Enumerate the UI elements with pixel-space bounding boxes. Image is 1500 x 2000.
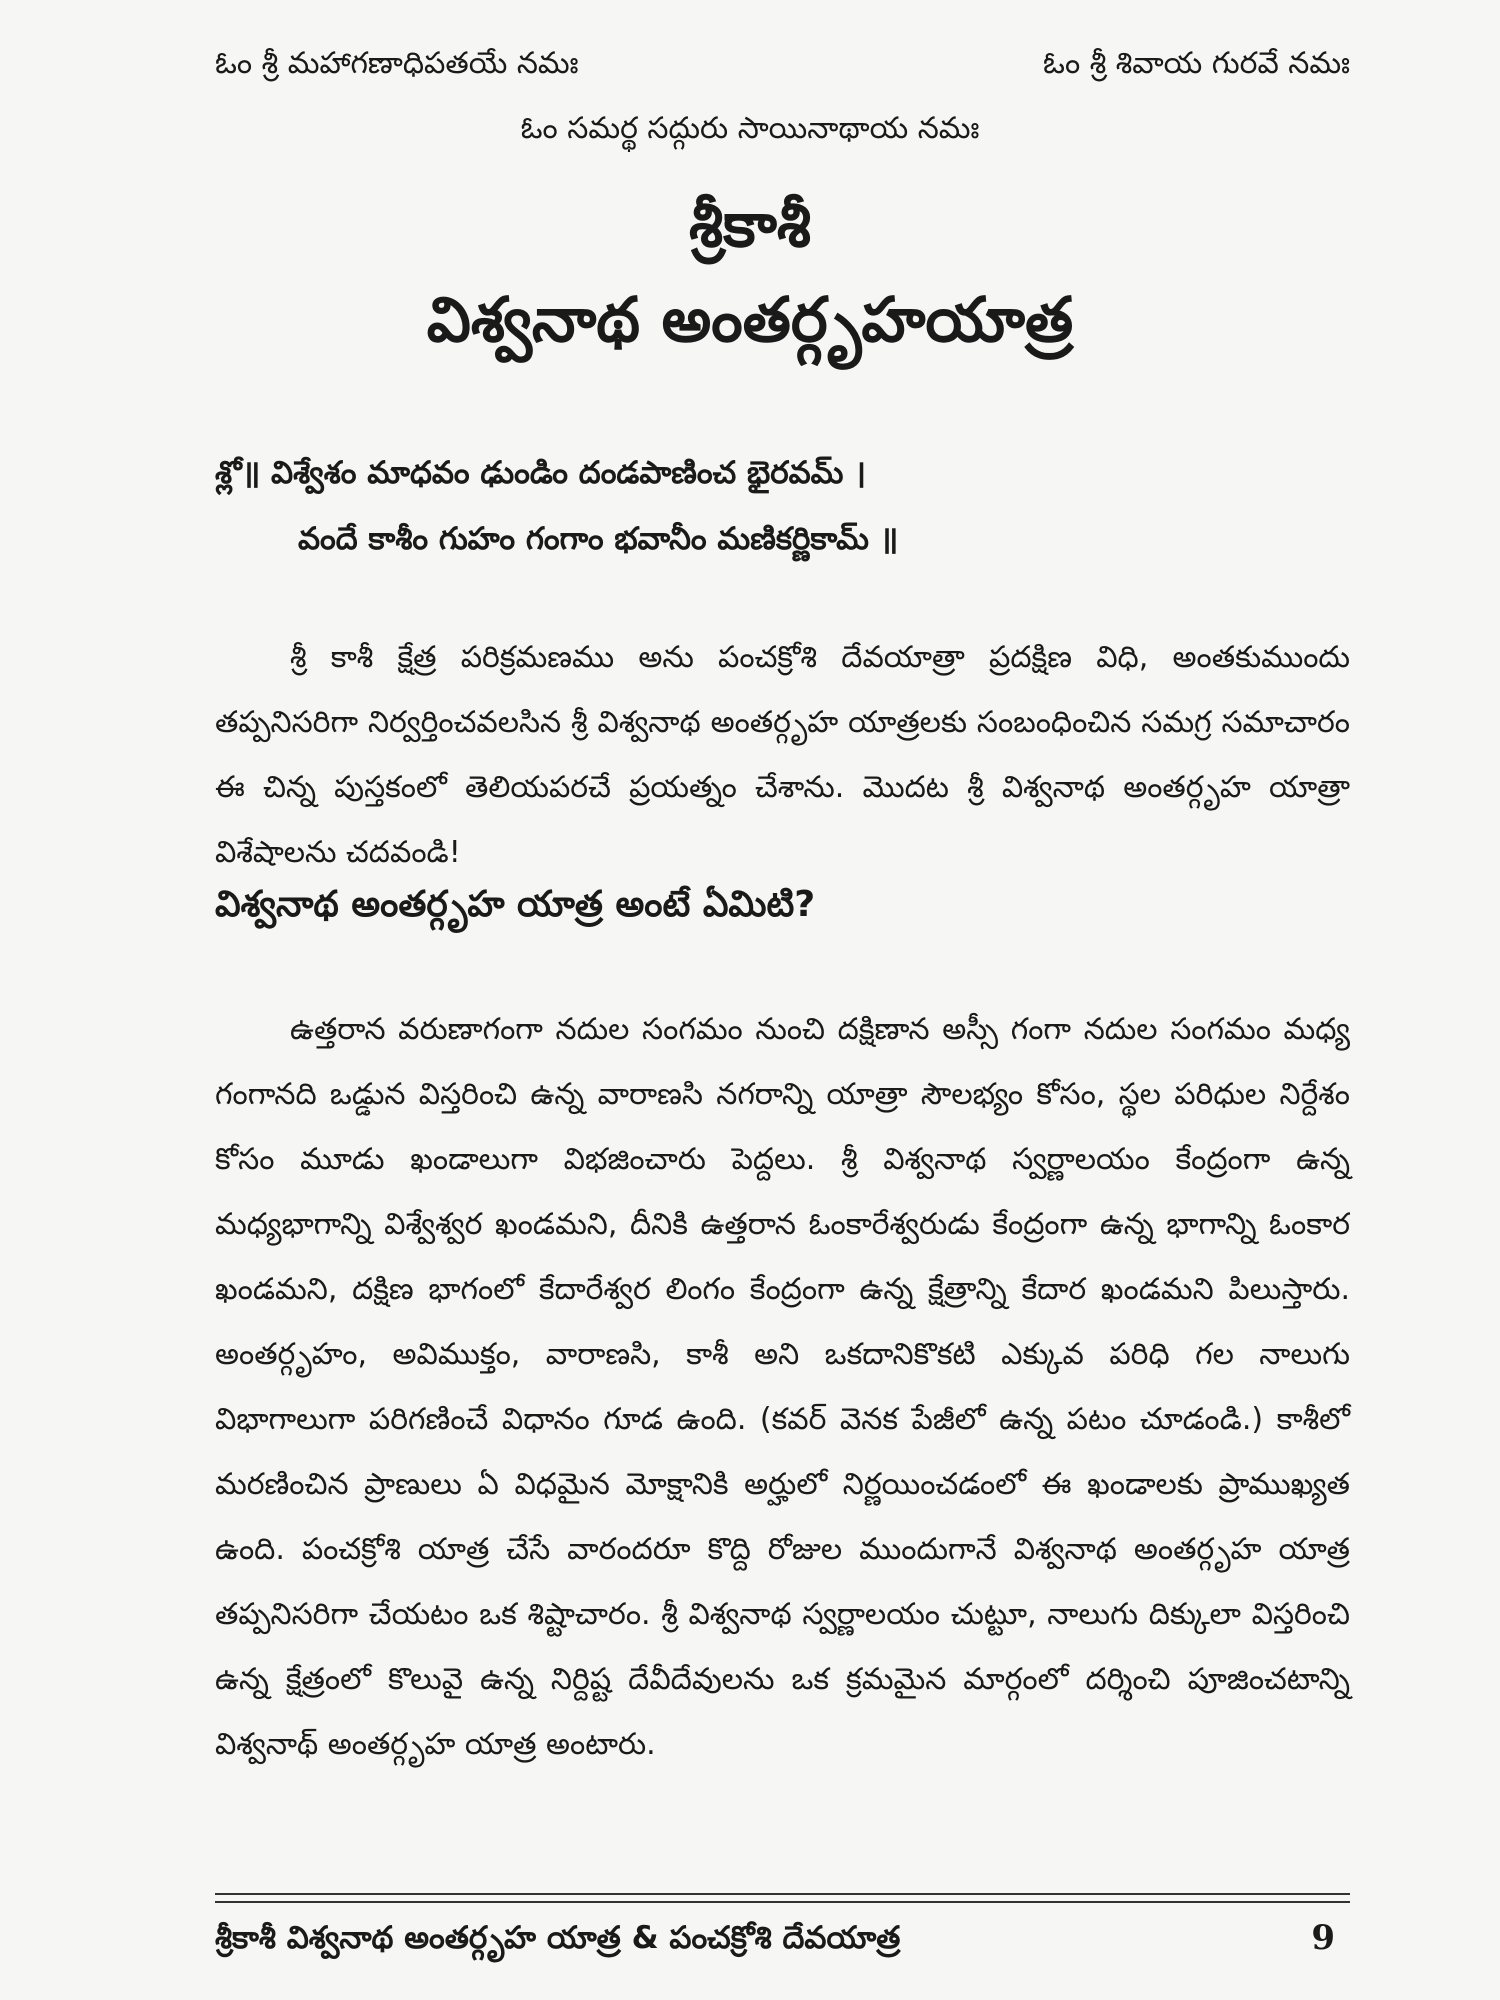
intro-paragraph: శ్రీ కాశీ క్షేత్ర పరిక్రమణము అను పంచక్రోశి దేవయాత్రా ప్రదక్షిణ విధి, అంతకుముందు తప్పనిసరిగా నిర్వర్తించవలసిన శ్రీ విశ్వనాథ అంతర్గృహ యాత్రలకు సంబంధించిన సమగ్ర సమాచారం ఈ చిన్న పుస్తకంలో తెలియపరచే ప్రయత్నం చేశాను. మొదట శ్రీ విశ్వనాథ అంతర్గృహ యాత్రా విశేషాలను చదవండి! bbox=[215, 640, 1350, 870]
page-number: 9 bbox=[1311, 1918, 1335, 1958]
page-title-line-1: శ్రీకాశీ bbox=[689, 188, 811, 261]
sloka-line-2: వందే కాశీం గుహం గంగాం భవానీం మణికర్ణికామ్ ॥ bbox=[298, 521, 899, 557]
footer-divider bbox=[215, 1893, 1350, 1903]
body-paragraph: ఉత్తరాన వరుణాగంగా నదుల సంగమం నుంచి దక్షిణాన అస్సీ గంగా నదుల సంగమం మధ్య గంగానది ఒడ్డున విస్తరించి ఉన్న వారాణసి నగరాన్ని యాత్రా సౌలభ్యం కోసం, స్థల పరిధుల నిర్దేశం కోసం మూడు ఖండాలుగా విభజించారు పెద్దలు. శ్రీ విశ్వనాథ స్వర్ణాలయం కేంద్రంగా ఉన్న మధ్యభాగాన్ని విశ్వేశ్వర ఖండమని, దీనికి ఉత్తరాన ఓంకారేశ్వరుడు కేంద్రంగా ఉన్న భాగాన్ని ఓంకార ఖండమని, దక్షిణ భాగంలో కేదారేశ్వర లింగం కేంద్రంగా ఉన్న క్షేత్రాన్ని కేదార ఖండమని పిలుస్తారు. అంతర్గృహం, అవిముక్తం, వారాణసి, కాశీ అని ఒకదానికొకటి ఎక్కువ పరిధి గల నాలుగు విభాగాలుగా పరిగణించే విధానం గూడ ఉంది. (కవర్ వెనక పేజీలో ఉన్న పటం చూడండి.) కాశీలో మరణించిన ప్రాణులు ఏ విధమైన మోక్షానికి అర్హులో నిర్ణయించడంలో ఈ ఖండాలకు ప్రాముఖ్యత ఉంది. పంచక్రోశి యాత్ర చేసే వారందరూ కొద్ది రోజుల ముందుగానే విశ్వనాథ అంతర్గృహ యాత్ర తప్పనిసరిగా చేయటం ఒక శిష్టాచారం. శ్రీ విశ్వనాథ స్వర్ణాలయం చుట్టూ, నాలుగు దిక్కులా విస్తరించి ఉన్న క్షేత్రంలో కొలువై ఉన్న నిర్దిష్ట దేవీదేవులను ఒక క్రమమైన మార్గంలో దర్శించి పూజించటాన్ని విశ్వనాథ్ అంతర్గృహ యాత్ర అంటారు. bbox=[215, 1012, 1350, 1762]
invocation-sai: ఓం సమర్థ సద్గురు సాయినాథాయ నమః bbox=[520, 111, 980, 146]
footer-book-title: శ్రీకాశీ విశ్వనాథ అంతర్గృహ యాత్ర & పంచక్రోశి దేవయాత్ర bbox=[215, 1920, 901, 1956]
invocation-row bbox=[215, 40, 1350, 100]
page-title-line-2: విశ్వనాథ అంతర్గృహయాత్ర bbox=[426, 283, 1074, 356]
sloka-block bbox=[215, 440, 1350, 572]
invocation-shiva: ఓం శ్రీ శివాయ గురవే నమః bbox=[1043, 46, 1350, 81]
section-heading: విశ్వనాథ అంతర్గృహ యాత్ర అంటే ఏమిటి? bbox=[215, 884, 816, 925]
invocation-ganapathi: ఓం శ్రీ మహాగణాధిపతయే నమః bbox=[215, 46, 579, 81]
sloka-line-1: శ్లో॥ విశ్వేశం మాధవం ఢుండిం దండపాణించ భైరవమ్ । bbox=[215, 455, 866, 491]
